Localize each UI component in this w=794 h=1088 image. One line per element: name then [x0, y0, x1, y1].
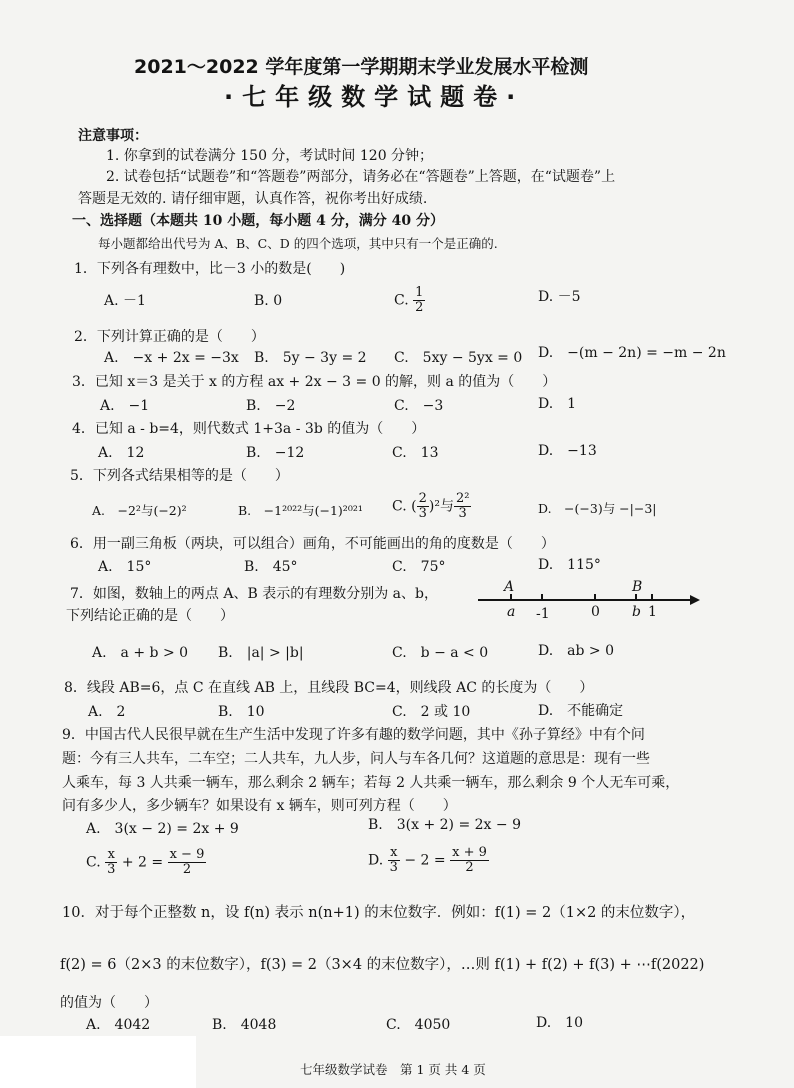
- q9-line-3: 人乘车，每 3 人共乘一辆车，那么剩余 2 辆车；若每 2 人共乘一辆车，那么剩余 9 个人无车可乘，: [62, 775, 680, 791]
- q2-option-d: D. −(m − 2n) = −m − 2n: [538, 345, 726, 361]
- q4-option-d: D. −13: [538, 443, 597, 459]
- q8-option-d: D. 不能确定: [538, 703, 624, 719]
- exam-subtitle: ·七年级数学试题卷·: [224, 83, 525, 111]
- q2-option-b: B. 5y − 3y = 2: [254, 350, 367, 366]
- q8-option-a: A. 2: [88, 704, 126, 720]
- q2-stem: 2．下列计算正确的是（ ）: [74, 329, 265, 345]
- q9-c-num-1: x: [105, 848, 117, 863]
- q6-stem: 6．用一副三角板（两块，可以组合）画角，不可能画出的角的度数是（ ）: [70, 536, 555, 552]
- q7-stem-line1: 7．如图，数轴上的两点 A、B 表示的有理数分别为 a、b，: [70, 586, 438, 602]
- q5-option-a: A. −2²与(−2)²: [92, 503, 187, 518]
- q1-option-c: [394, 286, 425, 315]
- q1-option-c-label: C.: [394, 292, 409, 309]
- q3-stem: 3．已知 x＝3 是关于 x 的方程 ax + 2x − 3 = 0 的解，则 a 的值为（ ）: [72, 374, 557, 390]
- q9-d-fraction-1: [388, 846, 400, 875]
- q4-option-c: C. 13: [392, 445, 439, 461]
- q9-c-fraction-2: [168, 848, 207, 877]
- q10-line-1: 10．对于每个正整数 n，设 f(n) 表示 n(n+1) 的末位数字．例如：f(1) = 2（1×2 的末位数字），: [62, 905, 696, 921]
- q7-label-b: b: [632, 604, 641, 620]
- section-heading: 一、选择题（本题共 10 小题，每小题 4 分，满分 40 分）: [72, 213, 444, 229]
- q7-option-c: C. b − a < 0: [392, 645, 489, 661]
- q7-point-b: B: [632, 579, 643, 595]
- q9-option-c: [86, 848, 206, 877]
- note-item-2: 2. 试卷包括“试题卷”和“答题卷”两部分，请务必在“答题卷”上答题，在“试题卷”上: [106, 169, 616, 185]
- q9-d-label: D.: [368, 852, 384, 869]
- notes-heading: 注意事项：: [78, 128, 148, 144]
- q7-label-a: a: [507, 604, 516, 620]
- q9-line-4: 问有多少人，多少辆车？如果设有 x 辆车，则可列方程（ ）: [62, 798, 457, 814]
- q10-option-a: A. 4042: [86, 1017, 151, 1033]
- q8-option-b: B. 10: [218, 704, 265, 720]
- q7-label-0: 0: [591, 604, 600, 620]
- q5-c-connector: 与: [439, 498, 454, 515]
- q6-option-a: A. 15°: [98, 559, 152, 575]
- q7-stem-line2: 下列结论正确的是（ ）: [66, 608, 234, 624]
- q7-option-d: D. ab > 0: [538, 643, 615, 659]
- note-item-3: 答题是无效的. 请仔细审题，认真作答，祝你考出好成绩.: [78, 191, 428, 207]
- q7-option-a: A. a + b > 0: [92, 645, 189, 661]
- scan-white-patch: [0, 1036, 196, 1088]
- q6-option-b: B. 45°: [244, 559, 298, 575]
- q1-option-d: D. －5: [538, 289, 581, 305]
- q5-c-fraction-1: [417, 492, 429, 521]
- q4-stem: 4．已知 a - b=4，则代数式 1+3a - 3b 的值为（ ）: [72, 421, 426, 437]
- q5-c-fraction-2: [454, 492, 471, 521]
- q7-point-a: A: [504, 579, 515, 595]
- q9-d-fraction-2: [450, 846, 489, 875]
- q1-option-b: B. 0: [254, 293, 283, 309]
- q7-option-b: B. |a| > |b|: [218, 645, 304, 661]
- q9-c-label: C.: [86, 854, 101, 871]
- section-instruction: 每小题都给出代号为 A、B、C、D 的四个选项，其中只有一个是正确的.: [98, 236, 498, 251]
- q9-d-den-1: 3: [389, 860, 398, 875]
- page-footer: 七年级数学试卷 第 1 页 共 4 页: [300, 1062, 486, 1077]
- q9-c-den-1: 3: [107, 862, 116, 877]
- q5-stem: 5．下列各式结果相等的是（ ）: [70, 468, 289, 484]
- q9-option-d: [368, 846, 489, 875]
- q1-option-a: A. －1: [104, 293, 146, 309]
- q8-stem: 8．线段 AB=6，点 C 在直线 AB 上，且线段 BC=4，则线段 AC 的长度为（ ）: [64, 680, 594, 696]
- q9-d-den-2: 2: [465, 860, 474, 875]
- q7-label-1: 1: [648, 604, 657, 620]
- q5-option-c-label: C.: [392, 498, 407, 515]
- q10-option-c: C. 4050: [386, 1017, 451, 1033]
- q4-option-b: B. −12: [246, 445, 305, 461]
- q1-stem: 1．下列各有理数中，比－3 小的数是( ): [74, 261, 346, 277]
- q9-d-num-1: x: [388, 846, 400, 861]
- q5-c-num-1: 2: [418, 491, 427, 506]
- q5-option-d: D. −(−3)与 −|−3|: [538, 501, 657, 516]
- q9-line-1: 9．中国古代人民很早就在生产生活中发现了许多有趣的数学问题，其中《孙子算经》中有个问: [62, 727, 645, 743]
- q5-option-b: B. −1²⁰²²与(−1)²⁰²¹: [238, 503, 363, 518]
- q3-option-d: D. 1: [538, 396, 577, 412]
- q9-line-2: 题：今有三人共车，二车空；二人共车，九人步，问人与车各几何？这道题的意思是：现有一些: [62, 751, 650, 767]
- q10-option-d: D. 10: [536, 1015, 583, 1031]
- q10-line-3: 的值为（ ）: [60, 995, 158, 1011]
- q9-option-b: B. 3(x + 2) = 2x − 9: [368, 817, 521, 833]
- q6-option-c: C. 75°: [392, 559, 446, 575]
- q3-option-a: A. −1: [100, 398, 150, 414]
- q5-c-num-2: 2²: [455, 491, 470, 506]
- q10-option-b: B. 4048: [212, 1017, 277, 1033]
- q3-option-c: C. −3: [394, 398, 444, 414]
- q9-d-middle: − 2 =: [404, 852, 446, 869]
- q4-option-a: A. 12: [98, 445, 145, 461]
- q10-line-2: f(2) = 6（2×3 的末位数字），f(3) = 2（3×4 的末位数字），…则 f(1) + f(2) + f(3) + ⋯f(2022): [60, 957, 705, 973]
- q9-d-num-2: x + 9: [452, 845, 487, 860]
- note-item-1: 1. 你拿到的试卷满分 150 分，考试时间 120 分钟；: [106, 148, 434, 164]
- q1-c-denominator: 2: [415, 300, 424, 315]
- q5-c-den-1: 3: [418, 506, 427, 521]
- q9-c-middle: + 2 =: [121, 854, 164, 871]
- q9-c-den-2: 2: [182, 862, 192, 877]
- q8-option-c: C. 2 或 10: [392, 704, 471, 720]
- q2-option-c: C. 5xy − 5yx = 0: [394, 350, 523, 366]
- q9-c-fraction-1: [105, 848, 117, 877]
- q5-c-den-2: 3: [458, 506, 467, 521]
- q7-label-neg1: -1: [536, 606, 550, 622]
- q6-option-d: D. 115°: [538, 557, 601, 573]
- q5-option-c: C. ( $\frac{2}{3}$ )²与 $\frac{\text{2²}}{3}$: [392, 491, 470, 521]
- q1-c-numerator: 1: [415, 285, 424, 300]
- exam-title: 2021～2022 学年度第一学期期末学业发展水平检测: [134, 56, 589, 78]
- q2-option-a: A. −x + 2x = −3x: [104, 350, 239, 366]
- q1-option-c-fraction: [413, 286, 425, 315]
- q9-c-num-2: x − 9: [169, 847, 205, 862]
- q3-option-b: B. −2: [246, 398, 296, 414]
- q9-option-a: A. 3(x − 2) = 2x + 9: [86, 821, 239, 837]
